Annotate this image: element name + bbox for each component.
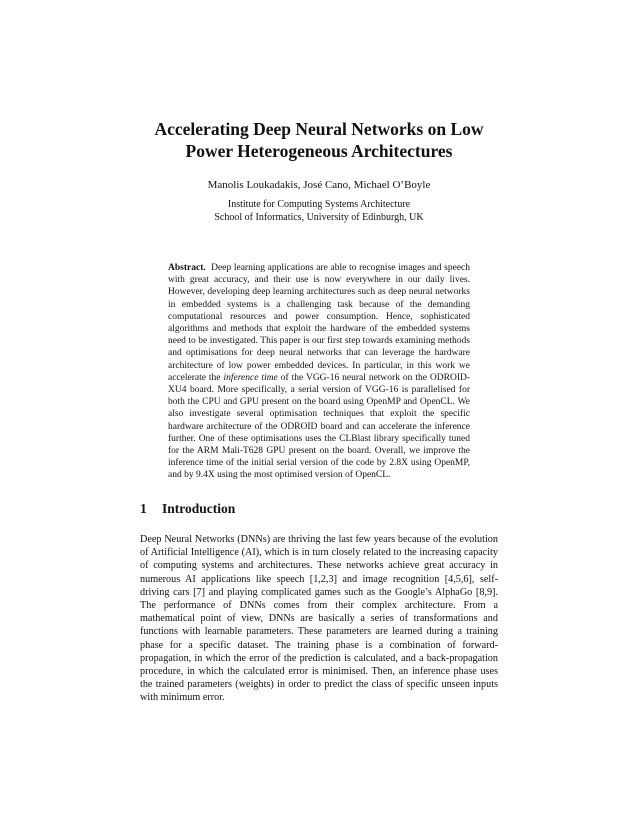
affiliation bbox=[140, 199, 498, 224]
abstract-text-part1: Deep learning applications are able to recognise images and speech with great accuracy, and their use is now everywhere in our daily lives. However, developing deep learning architectures such as deep neural networks in embedded systems is a challenging task because of the demanding computational resources and power consumption. Hence, sophisticated algorithms and methods that exploit the hardware of the embedded systems need to be investigated. This paper is our first step towards examining methods and optimisations for deep neural networks that can leverage the hardware architecture of low power embedded devices. In particular, in this work we accelerate the bbox=[168, 263, 470, 383]
author-list: Manolis Loukadakis, José Cano, Michael O’Boyle bbox=[207, 179, 431, 191]
affiliation-institute: Institute for Computing Systems Architecture bbox=[227, 199, 411, 210]
section-heading-introduction bbox=[140, 501, 235, 517]
abstract bbox=[168, 262, 470, 482]
abstract-text-part2: of the VGG-16 neural network on the ODROID-XU4 board. More specifically, a serial version of VGG-16 is parallelised for both the CPU and GPU present on the board using OpenMP and OpenCL. We also investigate several optimisation techniques that exploit the specific hardware architecture of the ODROID board and can accelerate the inference further. One of these optimisations uses the CLBlast library specifically tuned for the ARM Mali-T628 GPU present on the board. Overall, we improve the inference time of the initial serial version of the code by 2.8X using OpenMP, and by 9.4X using the most optimised version of OpenCL. bbox=[168, 372, 471, 481]
introduction-paragraph: Deep Neural Networks (DNNs) are thriving the last few years because of the evolution of Artificial Intelligence (AI), which is in turn closely related to the increasing capacity of computing systems and architectures. These networks achieve great accuracy in numerous AI applications like speech [1,2,3] and image recognition [4,5,6], self-driving cars [7] and playing complicated games such as the Google’s AlphaGo [8,9]. The performance of DNNs comes from their complex architecture. From a mathematical point of view, DNNs are basically a series of transformations and functions with learnable parameters. These parameters are learned during a training phase for a specific dataset. The training phase is a combination of forward-propagation, in which the error of the prediction is calculated, and a back-propagation procedure, in which the calculated error is minimised. Then, an inference phase uses the trained parameters (weights) in order to predict the class of specific unseen inputs with minimum error. bbox=[140, 534, 498, 704]
section-number: 1 bbox=[140, 501, 147, 516]
affiliation-school: School of Informatics, University of Edinburgh, UK bbox=[214, 211, 424, 223]
abstract-emphasis: inference time bbox=[223, 372, 278, 383]
section-title: Introduction bbox=[162, 501, 236, 516]
abstract-label: Abstract. bbox=[168, 263, 206, 273]
paper-title: Accelerating Deep Neural Networks on Low Power Heterogeneous Architectures bbox=[154, 119, 484, 161]
